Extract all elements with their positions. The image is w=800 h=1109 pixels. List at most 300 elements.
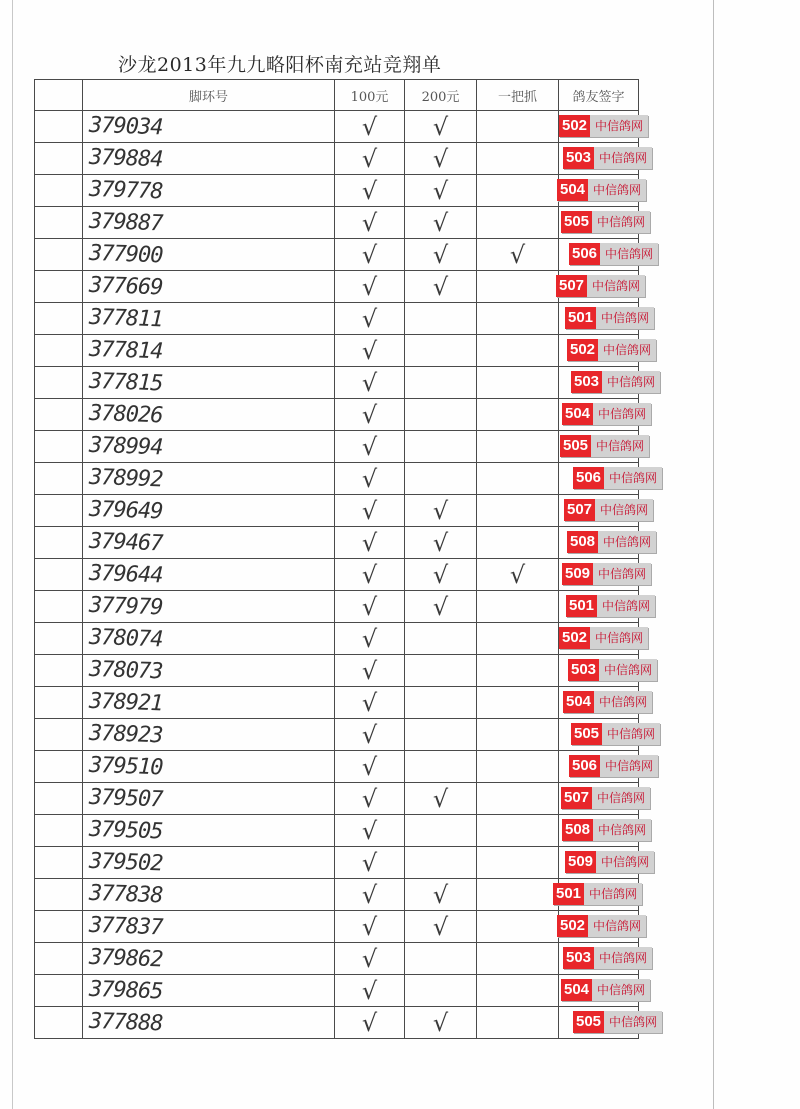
stamp-brand: 中信鸽网 bbox=[592, 211, 650, 233]
check-200-yuan-cell bbox=[405, 719, 477, 751]
stamp-brand: 中信鸽网 bbox=[600, 243, 658, 265]
check-all-in-cell bbox=[477, 815, 559, 847]
stamp-brand: 中信鸽网 bbox=[598, 339, 656, 361]
stamp-brand: 中信鸽网 bbox=[591, 435, 649, 457]
row-margin-cell bbox=[35, 175, 83, 207]
ring-number-cell bbox=[83, 143, 335, 175]
signature-cell bbox=[559, 815, 647, 847]
check-all-in-cell bbox=[477, 975, 559, 1007]
check-200-yuan-mark: √ bbox=[432, 112, 449, 141]
signature-stamp bbox=[563, 691, 652, 713]
ring-number: 378073 bbox=[88, 656, 163, 685]
stamp-brand: 中信鸽网 bbox=[597, 595, 655, 617]
row-margin-cell bbox=[35, 463, 83, 495]
ring-number: 378026 bbox=[88, 400, 163, 429]
check-100-yuan-cell bbox=[335, 335, 405, 367]
signature-cell bbox=[559, 207, 646, 239]
row-margin-cell bbox=[35, 207, 83, 239]
signature-stamp bbox=[563, 147, 652, 169]
table-row bbox=[35, 399, 639, 431]
check-200-yuan-cell bbox=[405, 847, 477, 879]
check-100-yuan-mark: √ bbox=[361, 208, 378, 237]
signature-stamp bbox=[559, 115, 648, 137]
signature-cell bbox=[559, 303, 650, 335]
check-100-yuan-cell bbox=[335, 367, 405, 399]
check-100-yuan-mark: √ bbox=[361, 528, 378, 557]
table-row bbox=[35, 815, 639, 847]
table-row bbox=[35, 879, 639, 911]
ring-number: 379778 bbox=[88, 176, 163, 205]
row-margin-cell bbox=[35, 527, 83, 559]
check-200-yuan-cell bbox=[405, 975, 477, 1007]
ring-number: 378992 bbox=[88, 464, 163, 493]
check-200-yuan-mark: √ bbox=[432, 912, 449, 941]
ring-number: 377979 bbox=[88, 592, 163, 621]
ring-number-cell bbox=[83, 111, 335, 143]
check-200-yuan-mark: √ bbox=[432, 496, 449, 525]
stamp-brand: 中信鸽网 bbox=[584, 883, 642, 905]
check-100-yuan-cell bbox=[335, 495, 405, 527]
row-margin-cell bbox=[35, 143, 83, 175]
check-all-in-cell bbox=[477, 655, 559, 687]
row-margin-cell bbox=[35, 591, 83, 623]
check-100-yuan-cell bbox=[335, 1007, 405, 1039]
stamp-number: 502 bbox=[567, 339, 598, 361]
stamp-brand: 中信鸽网 bbox=[590, 627, 648, 649]
check-all-in-cell bbox=[477, 879, 559, 911]
stamp-number: 503 bbox=[563, 947, 594, 969]
check-100-yuan-cell bbox=[335, 783, 405, 815]
ring-number: 378994 bbox=[88, 432, 163, 461]
check-200-yuan-cell bbox=[405, 911, 477, 943]
table-row bbox=[35, 495, 639, 527]
row-margin-cell bbox=[35, 975, 83, 1007]
check-100-yuan-cell bbox=[335, 719, 405, 751]
ring-number: 379649 bbox=[88, 496, 163, 525]
signature-cell bbox=[559, 975, 646, 1007]
check-100-yuan-mark: √ bbox=[361, 976, 378, 1005]
table-row bbox=[35, 911, 639, 943]
ring-number: 379505 bbox=[88, 816, 163, 845]
signature-stamp bbox=[566, 595, 655, 617]
signature-stamp bbox=[561, 979, 650, 1001]
stamp-brand: 中信鸽网 bbox=[598, 531, 656, 553]
check-all-in-cell bbox=[477, 591, 559, 623]
signature-stamp bbox=[561, 787, 650, 809]
ring-number-cell bbox=[83, 303, 335, 335]
check-all-in-cell bbox=[477, 367, 559, 399]
ring-number-cell bbox=[83, 175, 335, 207]
ring-number-cell bbox=[83, 431, 335, 463]
check-200-yuan-cell bbox=[405, 687, 477, 719]
table-row bbox=[35, 271, 639, 303]
ring-number: 379467 bbox=[88, 528, 163, 557]
stamp-number: 504 bbox=[562, 403, 593, 425]
signature-cell bbox=[559, 783, 646, 815]
table-row bbox=[35, 559, 639, 591]
table-row bbox=[35, 1007, 639, 1039]
row-margin-cell bbox=[35, 623, 83, 655]
ring-number-cell bbox=[83, 335, 335, 367]
stamp-number: 501 bbox=[553, 883, 584, 905]
stamp-number: 509 bbox=[562, 563, 593, 585]
stamp-number: 505 bbox=[573, 1011, 604, 1033]
stamp-brand: 中信鸽网 bbox=[594, 691, 652, 713]
check-200-yuan-mark: √ bbox=[432, 240, 449, 269]
table-row bbox=[35, 175, 639, 207]
ring-number: 377888 bbox=[88, 1008, 163, 1037]
signature-cell bbox=[559, 719, 656, 751]
check-all-in-cell bbox=[477, 943, 559, 975]
header-all-in: 一把抓 bbox=[477, 80, 559, 111]
row-margin-cell bbox=[35, 303, 83, 335]
check-100-yuan-mark: √ bbox=[361, 560, 378, 589]
table-row bbox=[35, 623, 639, 655]
stamp-brand: 中信鸽网 bbox=[592, 787, 650, 809]
table-row bbox=[35, 335, 639, 367]
check-200-yuan-cell bbox=[405, 879, 477, 911]
row-margin-cell bbox=[35, 367, 83, 399]
check-200-yuan-mark: √ bbox=[432, 528, 449, 557]
stamp-number: 507 bbox=[556, 275, 587, 297]
check-100-yuan-mark: √ bbox=[361, 304, 378, 333]
signature-stamp bbox=[565, 307, 654, 329]
stamp-brand: 中信鸽网 bbox=[595, 499, 653, 521]
check-100-yuan-mark: √ bbox=[361, 144, 378, 173]
ring-number-cell bbox=[83, 463, 335, 495]
ring-number: 378923 bbox=[88, 720, 163, 749]
ring-number-cell bbox=[83, 239, 335, 271]
check-200-yuan-mark: √ bbox=[432, 784, 449, 813]
check-200-yuan-cell bbox=[405, 783, 477, 815]
signature-cell bbox=[559, 943, 648, 975]
check-100-yuan-cell bbox=[335, 239, 405, 271]
check-all-in-cell bbox=[477, 1007, 559, 1039]
table-row bbox=[35, 111, 639, 143]
check-all-in-cell bbox=[477, 271, 559, 303]
row-margin-cell bbox=[35, 751, 83, 783]
check-100-yuan-cell bbox=[335, 847, 405, 879]
signature-stamp bbox=[568, 659, 657, 681]
table-row bbox=[35, 239, 639, 271]
check-all-in-cell bbox=[477, 559, 559, 591]
stamp-number: 509 bbox=[565, 851, 596, 873]
ring-number: 379887 bbox=[88, 208, 163, 237]
check-all-in-cell bbox=[477, 399, 559, 431]
stamp-number: 506 bbox=[569, 243, 600, 265]
check-200-yuan-cell bbox=[405, 1007, 477, 1039]
ring-number-cell bbox=[83, 367, 335, 399]
check-100-yuan-mark: √ bbox=[361, 720, 378, 749]
stamp-brand: 中信鸽网 bbox=[602, 371, 660, 393]
check-200-yuan-cell bbox=[405, 623, 477, 655]
check-all-in-cell bbox=[477, 527, 559, 559]
check-100-yuan-mark: √ bbox=[361, 1008, 378, 1037]
signature-stamp bbox=[562, 819, 651, 841]
ring-number: 379644 bbox=[88, 560, 163, 589]
stamp-number: 505 bbox=[560, 435, 591, 457]
check-200-yuan-cell bbox=[405, 815, 477, 847]
check-200-yuan-cell bbox=[405, 655, 477, 687]
stamp-brand: 中信鸽网 bbox=[604, 467, 662, 489]
stamp-number: 507 bbox=[564, 499, 595, 521]
check-all-in-cell bbox=[477, 303, 559, 335]
check-200-yuan-cell bbox=[405, 495, 477, 527]
row-margin-cell bbox=[35, 431, 83, 463]
check-100-yuan-cell bbox=[335, 623, 405, 655]
signature-stamp bbox=[573, 467, 662, 489]
check-200-yuan-cell bbox=[405, 239, 477, 271]
check-200-yuan-cell bbox=[405, 111, 477, 143]
row-margin-cell bbox=[35, 495, 83, 527]
ring-number: 379865 bbox=[88, 976, 163, 1005]
stamp-number: 505 bbox=[561, 211, 592, 233]
signature-stamp bbox=[562, 563, 651, 585]
ring-number-cell bbox=[83, 719, 335, 751]
table-row bbox=[35, 431, 639, 463]
check-100-yuan-mark: √ bbox=[361, 752, 378, 781]
check-200-yuan-mark: √ bbox=[432, 144, 449, 173]
check-200-yuan-cell bbox=[405, 143, 477, 175]
table-row bbox=[35, 463, 639, 495]
table-row bbox=[35, 143, 639, 175]
check-100-yuan-mark: √ bbox=[361, 336, 378, 365]
stamp-number: 502 bbox=[557, 915, 588, 937]
table-row bbox=[35, 783, 639, 815]
check-200-yuan-mark: √ bbox=[432, 208, 449, 237]
entry-table bbox=[34, 79, 658, 1039]
stamp-brand: 中信鸽网 bbox=[594, 947, 652, 969]
stamp-number: 503 bbox=[571, 371, 602, 393]
signature-cell bbox=[556, 879, 639, 911]
check-200-yuan-cell bbox=[405, 751, 477, 783]
ring-number-cell bbox=[83, 879, 335, 911]
check-100-yuan-mark: √ bbox=[361, 368, 378, 397]
check-200-yuan-cell bbox=[405, 335, 477, 367]
stamp-brand: 中信鸽网 bbox=[596, 307, 654, 329]
signature-stamp bbox=[571, 371, 660, 393]
check-100-yuan-cell bbox=[335, 559, 405, 591]
ring-number-cell bbox=[83, 1007, 335, 1039]
stamp-brand: 中信鸽网 bbox=[600, 755, 658, 777]
stamp-brand: 中信鸽网 bbox=[594, 147, 652, 169]
ring-number-cell bbox=[83, 623, 335, 655]
stamp-number: 503 bbox=[568, 659, 599, 681]
stamp-brand: 中信鸽网 bbox=[593, 563, 651, 585]
stamp-brand: 中信鸽网 bbox=[604, 1011, 662, 1033]
signature-cell bbox=[559, 431, 645, 463]
row-margin-cell bbox=[35, 911, 83, 943]
stamp-number: 504 bbox=[561, 979, 592, 1001]
check-all-in-cell bbox=[477, 463, 559, 495]
check-100-yuan-mark: √ bbox=[361, 912, 378, 941]
signature-cell bbox=[559, 591, 651, 623]
stamp-brand: 中信鸽网 bbox=[592, 979, 650, 1001]
row-margin-cell bbox=[35, 879, 83, 911]
header-signature: 鸽友签字 bbox=[559, 80, 639, 111]
check-200-yuan-mark: √ bbox=[432, 560, 449, 589]
signature-stamp bbox=[573, 1011, 662, 1033]
signature-cell bbox=[559, 271, 639, 303]
stamp-number: 507 bbox=[561, 787, 592, 809]
stamp-number: 502 bbox=[559, 115, 590, 137]
check-200-yuan-cell bbox=[405, 943, 477, 975]
check-100-yuan-cell bbox=[335, 463, 405, 495]
row-margin-cell bbox=[35, 783, 83, 815]
row-margin-cell bbox=[35, 943, 83, 975]
ring-number: 379884 bbox=[88, 144, 163, 173]
signature-cell bbox=[559, 399, 647, 431]
check-100-yuan-cell bbox=[335, 815, 405, 847]
ring-number: 377838 bbox=[88, 880, 163, 909]
signature-cell bbox=[559, 847, 650, 879]
stamp-brand: 中信鸽网 bbox=[599, 659, 657, 681]
stamp-brand: 中信鸽网 bbox=[596, 851, 654, 873]
signature-cell bbox=[559, 335, 652, 367]
ring-number: 379862 bbox=[88, 944, 163, 973]
table-row bbox=[35, 655, 639, 687]
check-200-yuan-cell bbox=[405, 175, 477, 207]
stamp-number: 504 bbox=[557, 179, 588, 201]
ring-number: 377900 bbox=[88, 240, 163, 269]
signature-cell bbox=[559, 559, 647, 591]
ring-number: 378921 bbox=[88, 688, 163, 717]
check-200-yuan-cell bbox=[405, 591, 477, 623]
check-100-yuan-mark: √ bbox=[361, 816, 378, 845]
stamp-number: 505 bbox=[571, 723, 602, 745]
signature-stamp bbox=[557, 179, 646, 201]
check-100-yuan-mark: √ bbox=[361, 656, 378, 685]
check-all-in-cell bbox=[477, 495, 559, 527]
ring-number-cell bbox=[83, 271, 335, 303]
ring-number-cell bbox=[83, 591, 335, 623]
check-100-yuan-cell bbox=[335, 143, 405, 175]
header-200-yuan: 200元 bbox=[405, 80, 477, 111]
check-all-in-cell bbox=[477, 111, 559, 143]
check-all-in-cell bbox=[477, 751, 559, 783]
stamp-brand: 中信鸽网 bbox=[602, 723, 660, 745]
check-100-yuan-cell bbox=[335, 975, 405, 1007]
check-100-yuan-mark: √ bbox=[361, 944, 378, 973]
check-200-yuan-cell bbox=[405, 431, 477, 463]
stamp-number: 503 bbox=[563, 147, 594, 169]
ring-number-cell bbox=[83, 783, 335, 815]
check-all-in-mark: √ bbox=[509, 240, 526, 269]
ring-number-cell bbox=[83, 527, 335, 559]
check-200-yuan-cell bbox=[405, 559, 477, 591]
check-100-yuan-cell bbox=[335, 431, 405, 463]
table-row bbox=[35, 527, 639, 559]
ring-number-cell bbox=[83, 943, 335, 975]
table-row bbox=[35, 367, 639, 399]
table-row bbox=[35, 719, 639, 751]
signature-cell bbox=[559, 655, 653, 687]
row-margin-cell bbox=[35, 271, 83, 303]
signature-cell bbox=[559, 463, 658, 495]
check-all-in-mark: √ bbox=[509, 560, 526, 589]
row-margin-cell bbox=[35, 687, 83, 719]
signature-cell bbox=[559, 175, 642, 207]
table-row bbox=[35, 303, 639, 335]
row-margin-cell bbox=[35, 239, 83, 271]
row-margin-cell bbox=[35, 1007, 83, 1039]
table-row bbox=[35, 591, 639, 623]
table-row bbox=[35, 847, 639, 879]
signature-cell bbox=[559, 495, 649, 527]
ring-number-cell bbox=[83, 207, 335, 239]
header-row bbox=[35, 80, 639, 111]
check-200-yuan-cell bbox=[405, 367, 477, 399]
check-100-yuan-mark: √ bbox=[361, 432, 378, 461]
row-margin-cell bbox=[35, 719, 83, 751]
stamp-brand: 中信鸽网 bbox=[590, 115, 648, 137]
check-100-yuan-cell bbox=[335, 879, 405, 911]
stamp-brand: 中信鸽网 bbox=[587, 275, 645, 297]
stamp-number: 508 bbox=[562, 819, 593, 841]
ring-number-cell bbox=[83, 399, 335, 431]
check-200-yuan-cell bbox=[405, 463, 477, 495]
signature-stamp bbox=[564, 499, 653, 521]
table-row bbox=[35, 207, 639, 239]
row-margin-cell bbox=[35, 335, 83, 367]
ring-number-cell bbox=[83, 655, 335, 687]
check-100-yuan-mark: √ bbox=[361, 848, 378, 877]
check-100-yuan-cell bbox=[335, 111, 405, 143]
check-100-yuan-cell bbox=[335, 943, 405, 975]
check-all-in-cell bbox=[477, 431, 559, 463]
check-all-in-cell bbox=[477, 207, 559, 239]
check-100-yuan-mark: √ bbox=[361, 464, 378, 493]
stamp-number: 502 bbox=[559, 627, 590, 649]
signature-stamp bbox=[556, 275, 645, 297]
check-100-yuan-cell bbox=[335, 751, 405, 783]
check-100-yuan-mark: √ bbox=[361, 688, 378, 717]
ring-number: 377814 bbox=[88, 336, 163, 365]
signature-cell bbox=[559, 751, 654, 783]
stamp-brand: 中信鸽网 bbox=[588, 915, 646, 937]
check-all-in-cell bbox=[477, 143, 559, 175]
signature-stamp bbox=[569, 755, 658, 777]
stamp-number: 506 bbox=[573, 467, 604, 489]
check-100-yuan-cell bbox=[335, 591, 405, 623]
check-200-yuan-cell bbox=[405, 303, 477, 335]
signature-cell bbox=[559, 239, 654, 271]
check-200-yuan-mark: √ bbox=[432, 1008, 449, 1037]
signature-stamp bbox=[569, 243, 658, 265]
check-all-in-cell bbox=[477, 687, 559, 719]
signature-stamp bbox=[565, 851, 654, 873]
ring-number: 377815 bbox=[88, 368, 163, 397]
ring-number: 377669 bbox=[88, 272, 163, 301]
check-all-in-cell bbox=[477, 175, 559, 207]
check-100-yuan-cell bbox=[335, 527, 405, 559]
stamp-brand: 中信鸽网 bbox=[593, 819, 651, 841]
signature-stamp bbox=[567, 339, 656, 361]
signature-stamp bbox=[561, 211, 650, 233]
stamp-number: 501 bbox=[566, 595, 597, 617]
check-100-yuan-mark: √ bbox=[361, 784, 378, 813]
table-row bbox=[35, 943, 639, 975]
signature-stamp bbox=[560, 435, 649, 457]
signature-stamp bbox=[553, 883, 642, 905]
signature-cell bbox=[559, 687, 648, 719]
check-100-yuan-mark: √ bbox=[361, 272, 378, 301]
stamp-number: 508 bbox=[567, 531, 598, 553]
ring-number-cell bbox=[83, 911, 335, 943]
header-blank bbox=[35, 80, 83, 111]
check-100-yuan-cell bbox=[335, 303, 405, 335]
table-row bbox=[35, 687, 639, 719]
